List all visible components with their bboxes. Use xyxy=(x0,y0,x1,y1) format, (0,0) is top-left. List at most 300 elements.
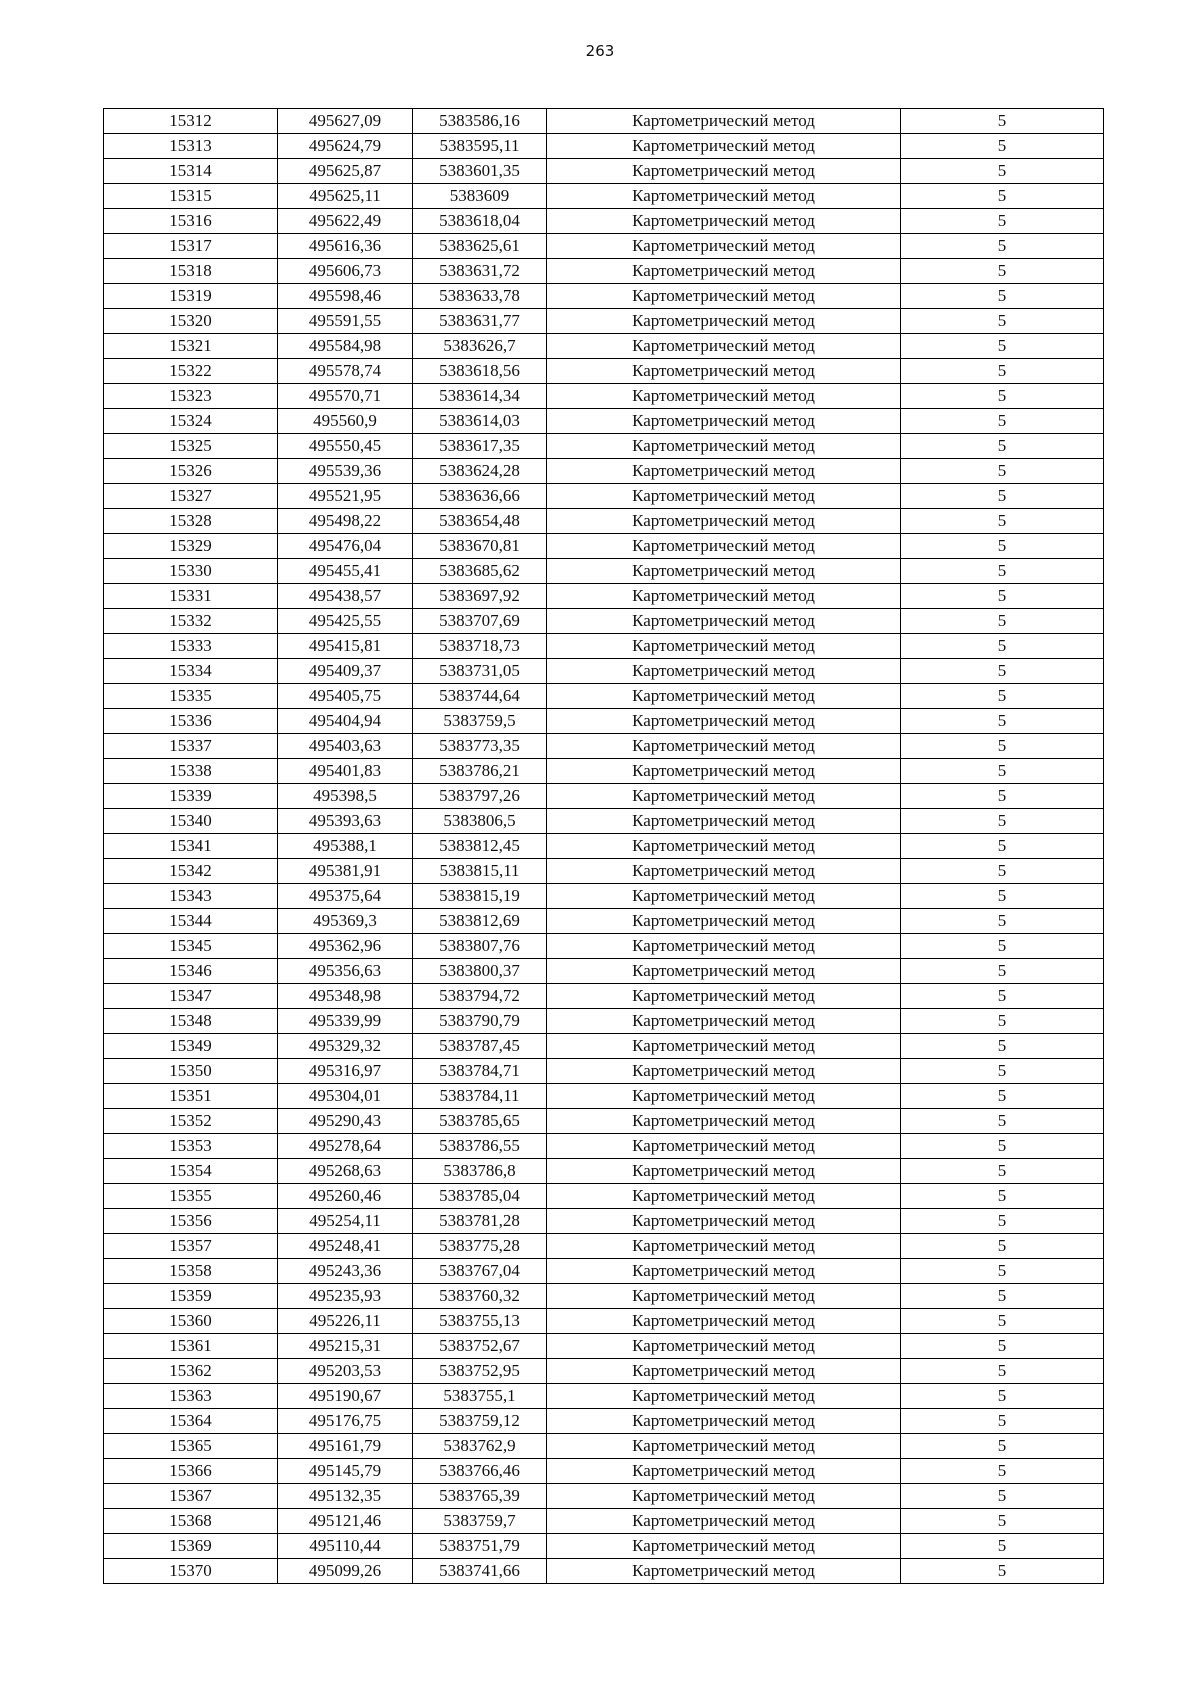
method-cell: Картометрический метод xyxy=(547,709,901,734)
method-cell: Картометрический метод xyxy=(547,609,901,634)
y-coordinate-cell: 5383631,72 xyxy=(413,259,547,284)
table-row xyxy=(104,384,1104,409)
x-coordinate-cell: 495278,64 xyxy=(278,1134,413,1159)
y-coordinate-cell: 5383618,56 xyxy=(413,359,547,384)
x-coordinate-cell: 495161,79 xyxy=(278,1434,413,1459)
accuracy-cell: 5 xyxy=(901,334,1104,359)
accuracy-cell: 5 xyxy=(901,1109,1104,1134)
method-cell: Картометрический метод xyxy=(547,784,901,809)
method-cell: Картометрический метод xyxy=(547,459,901,484)
method-cell: Картометрический метод xyxy=(547,334,901,359)
y-coordinate-cell: 5383773,35 xyxy=(413,734,547,759)
method-cell: Картометрический метод xyxy=(547,1384,901,1409)
method-cell: Картометрический метод xyxy=(547,109,901,134)
x-coordinate-cell: 495627,09 xyxy=(278,109,413,134)
y-coordinate-cell: 5383707,69 xyxy=(413,609,547,634)
x-coordinate-cell: 495381,91 xyxy=(278,859,413,884)
point-number-cell: 15348 xyxy=(104,1009,278,1034)
method-cell: Картометрический метод xyxy=(547,1234,901,1259)
method-cell: Картометрический метод xyxy=(547,659,901,684)
x-coordinate-cell: 495254,11 xyxy=(278,1209,413,1234)
point-number-cell: 15316 xyxy=(104,209,278,234)
y-coordinate-cell: 5383752,67 xyxy=(413,1334,547,1359)
method-cell: Картометрический метод xyxy=(547,559,901,584)
x-coordinate-cell: 495121,46 xyxy=(278,1509,413,1534)
point-number-cell: 15349 xyxy=(104,1034,278,1059)
x-coordinate-cell: 495356,63 xyxy=(278,959,413,984)
y-coordinate-cell: 5383685,62 xyxy=(413,559,547,584)
x-coordinate-cell: 495329,32 xyxy=(278,1034,413,1059)
point-number-cell: 15359 xyxy=(104,1284,278,1309)
x-coordinate-cell: 495268,63 xyxy=(278,1159,413,1184)
x-coordinate-cell: 495215,31 xyxy=(278,1334,413,1359)
x-coordinate-cell: 495550,45 xyxy=(278,434,413,459)
point-number-cell: 15318 xyxy=(104,259,278,284)
y-coordinate-cell: 5383759,7 xyxy=(413,1509,547,1534)
x-coordinate-cell: 495521,95 xyxy=(278,484,413,509)
table-row xyxy=(104,209,1104,234)
x-coordinate-cell: 495570,71 xyxy=(278,384,413,409)
table-row xyxy=(104,759,1104,784)
point-number-cell: 15344 xyxy=(104,909,278,934)
method-cell: Картометрический метод xyxy=(547,1334,901,1359)
method-cell: Картометрический метод xyxy=(547,1359,901,1384)
method-cell: Картометрический метод xyxy=(547,409,901,434)
accuracy-cell: 5 xyxy=(901,559,1104,584)
method-cell: Картометрический метод xyxy=(547,284,901,309)
point-number-cell: 15335 xyxy=(104,684,278,709)
point-number-cell: 15317 xyxy=(104,234,278,259)
method-cell: Картометрический метод xyxy=(547,509,901,534)
accuracy-cell: 5 xyxy=(901,209,1104,234)
accuracy-cell: 5 xyxy=(901,1059,1104,1084)
y-coordinate-cell: 5383765,39 xyxy=(413,1484,547,1509)
y-coordinate-cell: 5383766,46 xyxy=(413,1459,547,1484)
method-cell: Картометрический метод xyxy=(547,209,901,234)
method-cell: Картометрический метод xyxy=(547,384,901,409)
point-number-cell: 15323 xyxy=(104,384,278,409)
y-coordinate-cell: 5383624,28 xyxy=(413,459,547,484)
x-coordinate-cell: 495362,96 xyxy=(278,934,413,959)
y-coordinate-cell: 5383784,11 xyxy=(413,1084,547,1109)
table-row xyxy=(104,1084,1104,1109)
y-coordinate-cell: 5383781,28 xyxy=(413,1209,547,1234)
x-coordinate-cell: 495624,79 xyxy=(278,134,413,159)
y-coordinate-cell: 5383760,32 xyxy=(413,1284,547,1309)
accuracy-cell: 5 xyxy=(901,459,1104,484)
method-cell: Картометрический метод xyxy=(547,1109,901,1134)
y-coordinate-cell: 5383784,71 xyxy=(413,1059,547,1084)
y-coordinate-cell: 5383759,5 xyxy=(413,709,547,734)
accuracy-cell: 5 xyxy=(901,1234,1104,1259)
y-coordinate-cell: 5383794,72 xyxy=(413,984,547,1009)
method-cell: Картометрический метод xyxy=(547,859,901,884)
accuracy-cell: 5 xyxy=(901,309,1104,334)
point-number-cell: 15370 xyxy=(104,1559,278,1584)
accuracy-cell: 5 xyxy=(901,959,1104,984)
y-coordinate-cell: 5383631,77 xyxy=(413,309,547,334)
accuracy-cell: 5 xyxy=(901,1359,1104,1384)
table-row xyxy=(104,959,1104,984)
point-number-cell: 15345 xyxy=(104,934,278,959)
accuracy-cell: 5 xyxy=(901,1409,1104,1434)
y-coordinate-cell: 5383614,34 xyxy=(413,384,547,409)
x-coordinate-cell: 495438,57 xyxy=(278,584,413,609)
y-coordinate-cell: 5383633,78 xyxy=(413,284,547,309)
method-cell: Картометрический метод xyxy=(547,484,901,509)
point-number-cell: 15357 xyxy=(104,1234,278,1259)
point-number-cell: 15328 xyxy=(104,509,278,534)
y-coordinate-cell: 5383601,35 xyxy=(413,159,547,184)
table-row xyxy=(104,1284,1104,1309)
y-coordinate-cell: 5383595,11 xyxy=(413,134,547,159)
y-coordinate-cell: 5383755,1 xyxy=(413,1384,547,1409)
table-row xyxy=(104,159,1104,184)
table-row xyxy=(104,1334,1104,1359)
table-row xyxy=(104,1409,1104,1434)
point-number-cell: 15369 xyxy=(104,1534,278,1559)
x-coordinate-cell: 495099,26 xyxy=(278,1559,413,1584)
table-row xyxy=(104,884,1104,909)
point-number-cell: 15360 xyxy=(104,1309,278,1334)
point-number-cell: 15324 xyxy=(104,409,278,434)
method-cell: Картометрический метод xyxy=(547,1534,901,1559)
accuracy-cell: 5 xyxy=(901,1009,1104,1034)
accuracy-cell: 5 xyxy=(901,1259,1104,1284)
point-number-cell: 15364 xyxy=(104,1409,278,1434)
method-cell: Картометрический метод xyxy=(547,259,901,284)
y-coordinate-cell: 5383786,21 xyxy=(413,759,547,784)
accuracy-cell: 5 xyxy=(901,734,1104,759)
x-coordinate-cell: 495625,11 xyxy=(278,184,413,209)
point-number-cell: 15326 xyxy=(104,459,278,484)
accuracy-cell: 5 xyxy=(901,609,1104,634)
y-coordinate-cell: 5383785,65 xyxy=(413,1109,547,1134)
point-number-cell: 15347 xyxy=(104,984,278,1009)
method-cell: Картометрический метод xyxy=(547,909,901,934)
x-coordinate-cell: 495539,36 xyxy=(278,459,413,484)
table-row xyxy=(104,1309,1104,1334)
x-coordinate-cell: 495584,98 xyxy=(278,334,413,359)
x-coordinate-cell: 495578,74 xyxy=(278,359,413,384)
point-number-cell: 15322 xyxy=(104,359,278,384)
x-coordinate-cell: 495560,9 xyxy=(278,409,413,434)
table-row xyxy=(104,309,1104,334)
method-cell: Картометрический метод xyxy=(547,1284,901,1309)
y-coordinate-cell: 5383786,55 xyxy=(413,1134,547,1159)
accuracy-cell: 5 xyxy=(901,284,1104,309)
y-coordinate-cell: 5383806,5 xyxy=(413,809,547,834)
x-coordinate-cell: 495404,94 xyxy=(278,709,413,734)
y-coordinate-cell: 5383697,92 xyxy=(413,584,547,609)
table-row xyxy=(104,584,1104,609)
table-row xyxy=(104,609,1104,634)
accuracy-cell: 5 xyxy=(901,1134,1104,1159)
point-number-cell: 15336 xyxy=(104,709,278,734)
table-row xyxy=(104,1234,1104,1259)
table-row xyxy=(104,434,1104,459)
x-coordinate-cell: 495591,55 xyxy=(278,309,413,334)
point-number-cell: 15350 xyxy=(104,1059,278,1084)
x-coordinate-cell: 495598,46 xyxy=(278,284,413,309)
accuracy-cell: 5 xyxy=(901,884,1104,909)
x-coordinate-cell: 495243,36 xyxy=(278,1259,413,1284)
accuracy-cell: 5 xyxy=(901,509,1104,534)
table-row xyxy=(104,1184,1104,1209)
point-number-cell: 15353 xyxy=(104,1134,278,1159)
x-coordinate-cell: 495226,11 xyxy=(278,1309,413,1334)
x-coordinate-cell: 495622,49 xyxy=(278,209,413,234)
point-number-cell: 15319 xyxy=(104,284,278,309)
table-row xyxy=(104,984,1104,1009)
point-number-cell: 15341 xyxy=(104,834,278,859)
table-row xyxy=(104,784,1104,809)
table-row xyxy=(104,1159,1104,1184)
y-coordinate-cell: 5383812,45 xyxy=(413,834,547,859)
x-coordinate-cell: 495476,04 xyxy=(278,534,413,559)
accuracy-cell: 5 xyxy=(901,934,1104,959)
accuracy-cell: 5 xyxy=(901,159,1104,184)
point-number-cell: 15325 xyxy=(104,434,278,459)
table-row xyxy=(104,534,1104,559)
y-coordinate-cell: 5383815,19 xyxy=(413,884,547,909)
method-cell: Картометрический метод xyxy=(547,984,901,1009)
method-cell: Картометрический метод xyxy=(547,159,901,184)
table-row xyxy=(104,184,1104,209)
accuracy-cell: 5 xyxy=(901,1484,1104,1509)
accuracy-cell: 5 xyxy=(901,659,1104,684)
method-cell: Картометрический метод xyxy=(547,684,901,709)
y-coordinate-cell: 5383609 xyxy=(413,184,547,209)
point-number-cell: 15327 xyxy=(104,484,278,509)
table-row xyxy=(104,1134,1104,1159)
point-number-cell: 15313 xyxy=(104,134,278,159)
table-row xyxy=(104,509,1104,534)
y-coordinate-cell: 5383800,37 xyxy=(413,959,547,984)
y-coordinate-cell: 5383617,35 xyxy=(413,434,547,459)
table-row xyxy=(104,484,1104,509)
method-cell: Картометрический метод xyxy=(547,1084,901,1109)
point-number-cell: 15363 xyxy=(104,1384,278,1409)
table-row xyxy=(104,859,1104,884)
point-number-cell: 15330 xyxy=(104,559,278,584)
x-coordinate-cell: 495415,81 xyxy=(278,634,413,659)
point-number-cell: 15333 xyxy=(104,634,278,659)
accuracy-cell: 5 xyxy=(901,1034,1104,1059)
method-cell: Картометрический метод xyxy=(547,234,901,259)
point-number-cell: 15352 xyxy=(104,1109,278,1134)
accuracy-cell: 5 xyxy=(901,234,1104,259)
table-row xyxy=(104,1559,1104,1584)
accuracy-cell: 5 xyxy=(901,259,1104,284)
accuracy-cell: 5 xyxy=(901,909,1104,934)
y-coordinate-cell: 5383744,64 xyxy=(413,684,547,709)
table-row xyxy=(104,909,1104,934)
table-row xyxy=(104,234,1104,259)
x-coordinate-cell: 495409,37 xyxy=(278,659,413,684)
x-coordinate-cell: 495393,63 xyxy=(278,809,413,834)
point-number-cell: 15314 xyxy=(104,159,278,184)
x-coordinate-cell: 495304,01 xyxy=(278,1084,413,1109)
table-row xyxy=(104,1109,1104,1134)
coordinates-table xyxy=(103,108,1104,1584)
x-coordinate-cell: 495425,55 xyxy=(278,609,413,634)
point-number-cell: 15355 xyxy=(104,1184,278,1209)
table-row xyxy=(104,284,1104,309)
y-coordinate-cell: 5383797,26 xyxy=(413,784,547,809)
table-row xyxy=(104,134,1104,159)
x-coordinate-cell: 495375,64 xyxy=(278,884,413,909)
point-number-cell: 15346 xyxy=(104,959,278,984)
table-row xyxy=(104,734,1104,759)
accuracy-cell: 5 xyxy=(901,984,1104,1009)
accuracy-cell: 5 xyxy=(901,434,1104,459)
method-cell: Картометрический метод xyxy=(547,534,901,559)
table-row xyxy=(104,1259,1104,1284)
table-row xyxy=(104,1509,1104,1534)
accuracy-cell: 5 xyxy=(901,484,1104,509)
method-cell: Картометрический метод xyxy=(547,1059,901,1084)
accuracy-cell: 5 xyxy=(901,1184,1104,1209)
method-cell: Картометрический метод xyxy=(547,1259,901,1284)
y-coordinate-cell: 5383751,79 xyxy=(413,1534,547,1559)
point-number-cell: 15351 xyxy=(104,1084,278,1109)
point-number-cell: 15339 xyxy=(104,784,278,809)
y-coordinate-cell: 5383790,79 xyxy=(413,1009,547,1034)
point-number-cell: 15331 xyxy=(104,584,278,609)
method-cell: Картометрический метод xyxy=(547,134,901,159)
table-row xyxy=(104,1059,1104,1084)
table-body xyxy=(104,109,1104,1584)
point-number-cell: 15312 xyxy=(104,109,278,134)
method-cell: Картометрический метод xyxy=(547,359,901,384)
y-coordinate-cell: 5383752,95 xyxy=(413,1359,547,1384)
accuracy-cell: 5 xyxy=(901,759,1104,784)
method-cell: Картометрический метод xyxy=(547,1434,901,1459)
x-coordinate-cell: 495606,73 xyxy=(278,259,413,284)
table-row xyxy=(104,709,1104,734)
point-number-cell: 15340 xyxy=(104,809,278,834)
method-cell: Картометрический метод xyxy=(547,1184,901,1209)
accuracy-cell: 5 xyxy=(901,134,1104,159)
y-coordinate-cell: 5383812,69 xyxy=(413,909,547,934)
method-cell: Картометрический метод xyxy=(547,1559,901,1584)
point-number-cell: 15342 xyxy=(104,859,278,884)
point-number-cell: 15338 xyxy=(104,759,278,784)
y-coordinate-cell: 5383626,7 xyxy=(413,334,547,359)
accuracy-cell: 5 xyxy=(901,784,1104,809)
x-coordinate-cell: 495403,63 xyxy=(278,734,413,759)
accuracy-cell: 5 xyxy=(901,684,1104,709)
accuracy-cell: 5 xyxy=(901,1159,1104,1184)
accuracy-cell: 5 xyxy=(901,384,1104,409)
x-coordinate-cell: 495369,3 xyxy=(278,909,413,934)
method-cell: Картометрический метод xyxy=(547,309,901,334)
table-row xyxy=(104,1434,1104,1459)
method-cell: Картометрический метод xyxy=(547,1134,901,1159)
method-cell: Картометрический метод xyxy=(547,959,901,984)
y-coordinate-cell: 5383654,48 xyxy=(413,509,547,534)
point-number-cell: 15337 xyxy=(104,734,278,759)
point-number-cell: 15315 xyxy=(104,184,278,209)
x-coordinate-cell: 495339,99 xyxy=(278,1009,413,1034)
point-number-cell: 15334 xyxy=(104,659,278,684)
accuracy-cell: 5 xyxy=(901,109,1104,134)
method-cell: Картометрический метод xyxy=(547,884,901,909)
x-coordinate-cell: 495616,36 xyxy=(278,234,413,259)
x-coordinate-cell: 495316,97 xyxy=(278,1059,413,1084)
method-cell: Картометрический метод xyxy=(547,1484,901,1509)
accuracy-cell: 5 xyxy=(901,534,1104,559)
x-coordinate-cell: 495455,41 xyxy=(278,559,413,584)
table-row xyxy=(104,259,1104,284)
table-row xyxy=(104,409,1104,434)
method-cell: Картометрический метод xyxy=(547,1309,901,1334)
y-coordinate-cell: 5383787,45 xyxy=(413,1034,547,1059)
accuracy-cell: 5 xyxy=(901,1309,1104,1334)
point-number-cell: 15343 xyxy=(104,884,278,909)
table-row xyxy=(104,1209,1104,1234)
method-cell: Картометрический метод xyxy=(547,1009,901,1034)
x-coordinate-cell: 495248,41 xyxy=(278,1234,413,1259)
accuracy-cell: 5 xyxy=(901,409,1104,434)
y-coordinate-cell: 5383636,66 xyxy=(413,484,547,509)
x-coordinate-cell: 495405,75 xyxy=(278,684,413,709)
accuracy-cell: 5 xyxy=(901,359,1104,384)
accuracy-cell: 5 xyxy=(901,834,1104,859)
method-cell: Картометрический метод xyxy=(547,1509,901,1534)
x-coordinate-cell: 495388,1 xyxy=(278,834,413,859)
x-coordinate-cell: 495625,87 xyxy=(278,159,413,184)
accuracy-cell: 5 xyxy=(901,859,1104,884)
x-coordinate-cell: 495110,44 xyxy=(278,1534,413,1559)
method-cell: Картометрический метод xyxy=(547,434,901,459)
table-row xyxy=(104,684,1104,709)
point-number-cell: 15365 xyxy=(104,1434,278,1459)
accuracy-cell: 5 xyxy=(901,1384,1104,1409)
table-row xyxy=(104,459,1104,484)
method-cell: Картометрический метод xyxy=(547,934,901,959)
table-row xyxy=(104,934,1104,959)
y-coordinate-cell: 5383614,03 xyxy=(413,409,547,434)
accuracy-cell: 5 xyxy=(901,709,1104,734)
y-coordinate-cell: 5383762,9 xyxy=(413,1434,547,1459)
accuracy-cell: 5 xyxy=(901,1534,1104,1559)
x-coordinate-cell: 495260,46 xyxy=(278,1184,413,1209)
table-row xyxy=(104,1484,1104,1509)
table-row xyxy=(104,1359,1104,1384)
y-coordinate-cell: 5383731,05 xyxy=(413,659,547,684)
point-number-cell: 15362 xyxy=(104,1359,278,1384)
x-coordinate-cell: 495145,79 xyxy=(278,1459,413,1484)
x-coordinate-cell: 495290,43 xyxy=(278,1109,413,1134)
x-coordinate-cell: 495190,67 xyxy=(278,1384,413,1409)
method-cell: Картометрический метод xyxy=(547,1209,901,1234)
y-coordinate-cell: 5383767,04 xyxy=(413,1259,547,1284)
accuracy-cell: 5 xyxy=(901,584,1104,609)
accuracy-cell: 5 xyxy=(901,1284,1104,1309)
table-row xyxy=(104,334,1104,359)
y-coordinate-cell: 5383775,28 xyxy=(413,1234,547,1259)
point-number-cell: 15354 xyxy=(104,1159,278,1184)
point-number-cell: 15358 xyxy=(104,1259,278,1284)
accuracy-cell: 5 xyxy=(901,1334,1104,1359)
method-cell: Картометрический метод xyxy=(547,1459,901,1484)
method-cell: Картометрический метод xyxy=(547,1034,901,1059)
y-coordinate-cell: 5383618,04 xyxy=(413,209,547,234)
point-number-cell: 15368 xyxy=(104,1509,278,1534)
x-coordinate-cell: 495132,35 xyxy=(278,1484,413,1509)
